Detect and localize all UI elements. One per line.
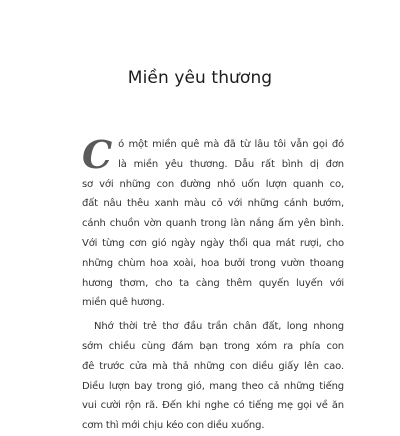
text-line: là miền yêu thương. Dẫu rất bình dị đơn — [118, 158, 344, 170]
text-line: những chùm hoa xoài, hoa bưởi trong vườn thoang — [82, 257, 344, 269]
text-line: hương thơm, cho ta càng thêm quyến luyến với — [82, 277, 344, 289]
text-line: vui cười rộn rã. Đến khi nghe có tiếng mẹ gọi về ăn — [82, 400, 344, 412]
text-line: sơ với những con đường nhỏ uốn lượn quanh co, — [82, 178, 344, 190]
text-line: miền quê hương. — [82, 297, 165, 309]
paragraph-2 — [82, 317, 344, 436]
text-line: Với từng cơn gió ngày ngày thổi qua mát rượi, cho — [82, 237, 344, 249]
text-line: Nhớ thời trẻ thơ đầu trần chân đất, long nhong — [94, 321, 344, 333]
body-text — [82, 132, 344, 436]
text-line: Diều lượn bay trong gió, mang theo cả những tiếng — [82, 380, 344, 392]
text-line: cánh chuồn vờn quanh trong làn nắng ấm yên bình. — [82, 218, 344, 230]
text-line: cơm thì mới chịu kéo con diều xuống. — [82, 420, 265, 432]
text-line: đê trước cửa mà thả những con diều giấy lên cao. — [82, 360, 344, 372]
text-line: sớm chiều cùng đám bạn trong xóm ra phía con — [82, 340, 344, 352]
drop-cap: C — [82, 132, 113, 177]
text-line: ó một miền quê mà đã từ lâu tôi vẫn gọi đó — [118, 139, 344, 150]
text-line: đất nâu thêu xanh màu cỏ với những cánh bướm, — [82, 198, 344, 210]
paragraph-1 — [82, 132, 344, 313]
page-title: Miền yêu thương — [127, 68, 273, 88]
